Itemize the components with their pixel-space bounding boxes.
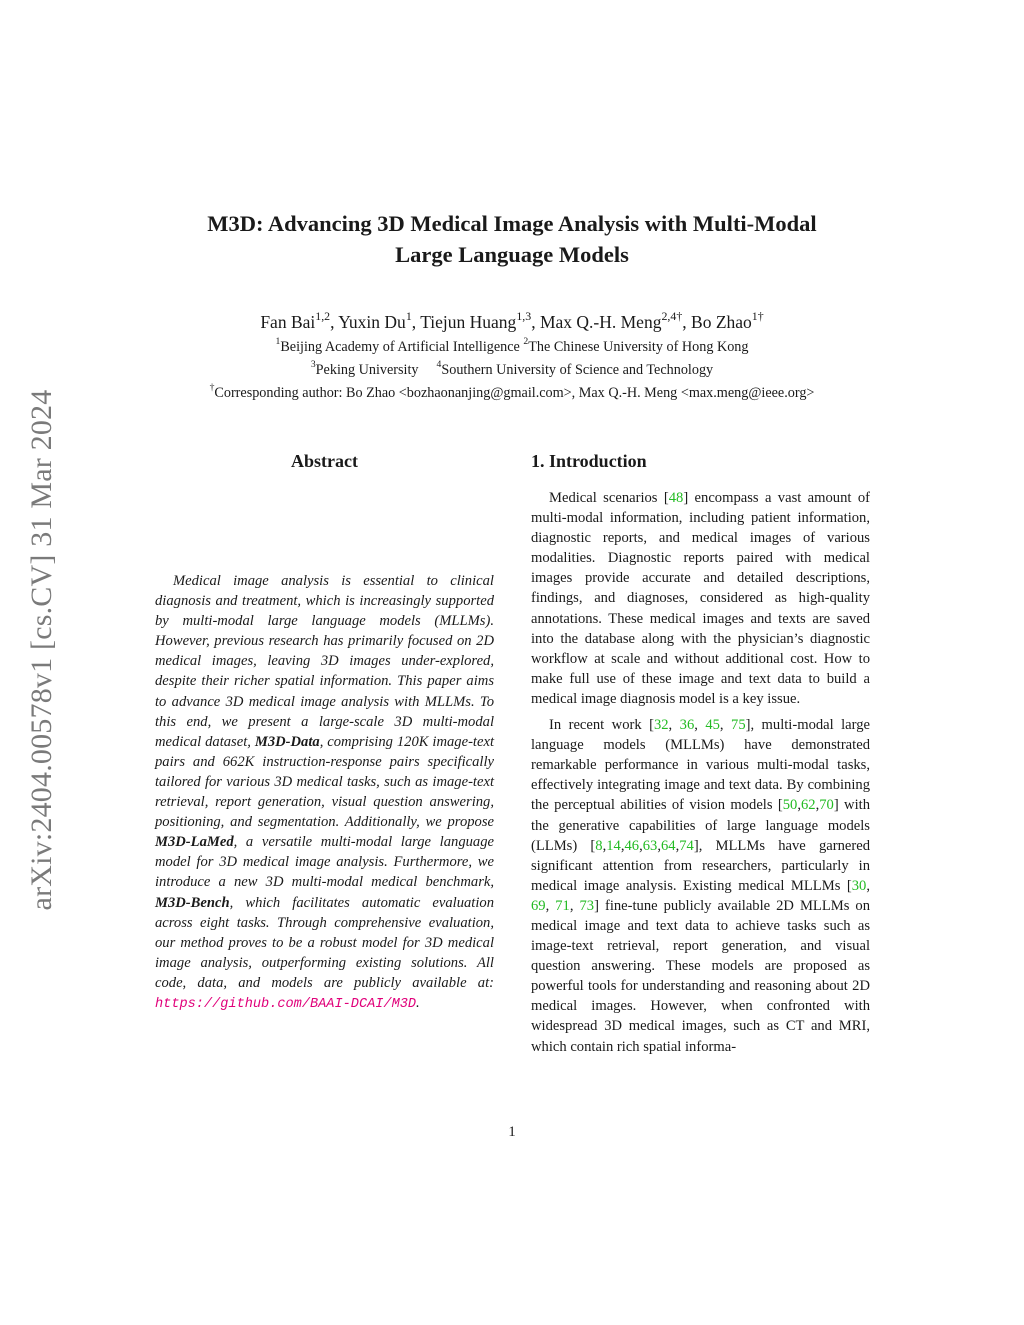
introduction-text: ,: [694, 717, 706, 734]
affiliation-line-1: [100, 338, 924, 356]
citation-link[interactable]: 64: [660, 837, 676, 854]
introduction-text: ,: [639, 837, 643, 854]
citation-link[interactable]: 46: [624, 837, 640, 854]
title-line-2: Large Language Models: [395, 242, 629, 267]
introduction-text: Medical scenarios [: [549, 490, 669, 506]
affiliation-line-3: [100, 384, 924, 402]
title-line-1: M3D: Advancing 3D Medical Image Analysis with Multi-Modal: [207, 211, 817, 236]
citation-link[interactable]: 74: [679, 837, 694, 854]
citation-link[interactable]: 45: [705, 717, 720, 734]
introduction-text: ], multi-modal large language models (MLLMs) have demonstrated remarkable performance in various multi-modal tasks, effectively integrating image and text data. By combining the perceptual abilities of vision models [: [531, 717, 871, 814]
dataset-name: M3D-Data: [254, 733, 320, 750]
citation-link[interactable]: 48: [668, 490, 684, 506]
introduction-text: ,: [675, 837, 680, 854]
introduction-text: ,: [815, 797, 820, 814]
author-affiliation-mark: 1†: [751, 308, 764, 323]
citation-link[interactable]: 32: [653, 717, 669, 734]
citation-link[interactable]: 62: [801, 797, 816, 814]
author-affiliation-mark: 1,2: [315, 308, 331, 323]
abstract-text: Medical image analysis is essential to clinical diagnosis and treatment, which is increasingly supported by multi-modal large language models (MLLMs). However, previous research has primarily focused on 2D medical images, leaving 3D images under-explored, despite their richer spatial information. This paper aims to advance 3D medical image analysis with MLLMs. To this end, we present a large-scale 3D multi-modal medical dataset,: [155, 573, 494, 750]
introduction-text: ] encompass a vast amount of multi-modal information, including patient information, diagnostic reports, and medical images of various modalities. Diagnostic reports paired with medical images provide accurate and detailed descriptions, findings, and diagnoses, considered as high-quality annotations. These medical images and texts are saved into the database along with the physician’s diagnostic workflow at scale and without additional cost. How to make full use of these image and text data to build a medical image diagnosis model is a key issue.: [531, 490, 870, 707]
author-name: Tiejun Huang: [420, 312, 517, 332]
abstract-body: [155, 571, 494, 1015]
introduction-paragraph-2: [531, 715, 870, 1057]
citation-link[interactable]: 73: [579, 897, 595, 914]
model-name: M3D-LaMed: [155, 834, 234, 851]
author-name: Fan Bai: [260, 312, 316, 332]
introduction-text: In recent work [: [549, 717, 654, 734]
affiliation-baai: Beijing Academy of Artificial Intelligence: [280, 339, 524, 355]
introduction-text: ] with the generative capabilities of large language models (LLMs) [: [531, 797, 870, 854]
citation-link[interactable]: 69: [531, 897, 546, 914]
affiliation-pku: Peking University: [315, 362, 419, 378]
page-number: 1: [508, 1124, 516, 1140]
author-list: [120, 310, 904, 334]
affiliation-mark: 2: [523, 336, 529, 348]
introduction-text: ] fine-tune publicly available 2D MLLMs on medical image and text data to achieve tasks such as image-text retrieval, report generation, and visual question answering. These models are proposed as powerful tools for understanding and reasoning about 2D medical images. However, when confronted with widespread 3D medical images, such as CT and MRI, which contain rich spatial informa-: [531, 897, 871, 1055]
introduction-text: ,: [569, 897, 580, 914]
abstract-paragraph: [155, 571, 494, 1015]
citation-link[interactable]: 14: [606, 837, 621, 854]
introduction-text: ,: [668, 717, 680, 734]
author-separator: ,: [531, 312, 540, 332]
abstract-text: , which facilitates automatic evaluation across eight tasks. Through comprehensive evaluation, our method proves to be a robust model for 3D medical image analysis, outperforming existing solutions. All code, data, and models are publicly available at:: [155, 894, 494, 991]
introduction-text: ,: [602, 837, 607, 854]
introduction-text: ,: [657, 837, 661, 854]
author-separator: ,: [411, 312, 421, 332]
introduction-text: ], MLLMs have garnered significant attention from researchers, particularly in medical image analysis. Existing medical MLLMs [: [531, 837, 870, 894]
affiliation-line-2: [100, 361, 924, 379]
introduction-heading: 1. Introduction: [531, 451, 647, 471]
affiliation-cuhk: The Chinese University of Hong Kong: [528, 339, 749, 355]
introduction-paragraph-1: [531, 488, 870, 709]
affiliation-sustech: Southern University of Science and Technology: [441, 362, 714, 378]
introduction-text: ,: [797, 797, 801, 814]
citation-link[interactable]: 36: [679, 717, 695, 734]
citation-link[interactable]: 75: [731, 717, 746, 734]
citation-link[interactable]: 70: [819, 797, 834, 814]
introduction-body: [531, 488, 870, 1063]
citation-link[interactable]: 71: [555, 897, 570, 914]
affiliation-mark: 1: [275, 336, 281, 348]
citation-link[interactable]: 50: [782, 797, 798, 814]
citation-link[interactable]: 63: [642, 837, 658, 854]
introduction-text: ,: [620, 837, 625, 854]
abstract-text: .: [416, 994, 420, 1011]
author-separator: ,: [682, 312, 692, 332]
arxiv-side-stamp: arXiv:2404.00578v1 [cs.CV] 31 Mar 2024: [25, 389, 58, 911]
abstract-heading: Abstract: [291, 451, 358, 471]
introduction-text: ,: [719, 717, 732, 734]
author-affiliation-mark: 1: [405, 308, 412, 323]
paper-title: [150, 208, 874, 270]
github-link[interactable]: https://github.com/BAAI-DCAI/M3D: [155, 996, 417, 1012]
author-affiliation-mark: 2,4†: [661, 308, 683, 323]
author-name: Bo Zhao: [691, 312, 752, 332]
dagger-mark: †: [209, 382, 215, 394]
introduction-text: ,: [866, 877, 870, 894]
benchmark-name: M3D-Bench: [155, 894, 230, 911]
citation-link[interactable]: 30: [851, 877, 867, 894]
citation-link[interactable]: 8: [595, 837, 603, 854]
author-name: Yuxin Du: [338, 312, 406, 332]
introduction-text: ,: [545, 897, 556, 914]
abstract-text: , comprising 120K image-text pairs and 662K instruction-response pairs specifically tailored for various 3D medical tasks, such as image-text retrieval, report generation, visual question answering, positioning, and segmentation. Additionally, we propose: [155, 733, 494, 831]
author-name: Max Q.-H. Meng: [539, 312, 662, 332]
author-affiliation-mark: 1,3: [516, 308, 532, 323]
abstract-text: , a versatile multi-modal large language model for 3D medical image analysis. Furthermore, we introduce a new 3D multi-modal medical benchmark,: [155, 834, 494, 891]
author-separator: ,: [330, 312, 339, 332]
corresponding-author: Corresponding author: Bo Zhao <bozhaonanjing@gmail.com>, Max Q.-H. Meng <max.meng@ieee.org>: [214, 385, 815, 401]
affiliation-mark: 4: [436, 359, 442, 371]
affiliation-mark: 3: [310, 359, 316, 371]
